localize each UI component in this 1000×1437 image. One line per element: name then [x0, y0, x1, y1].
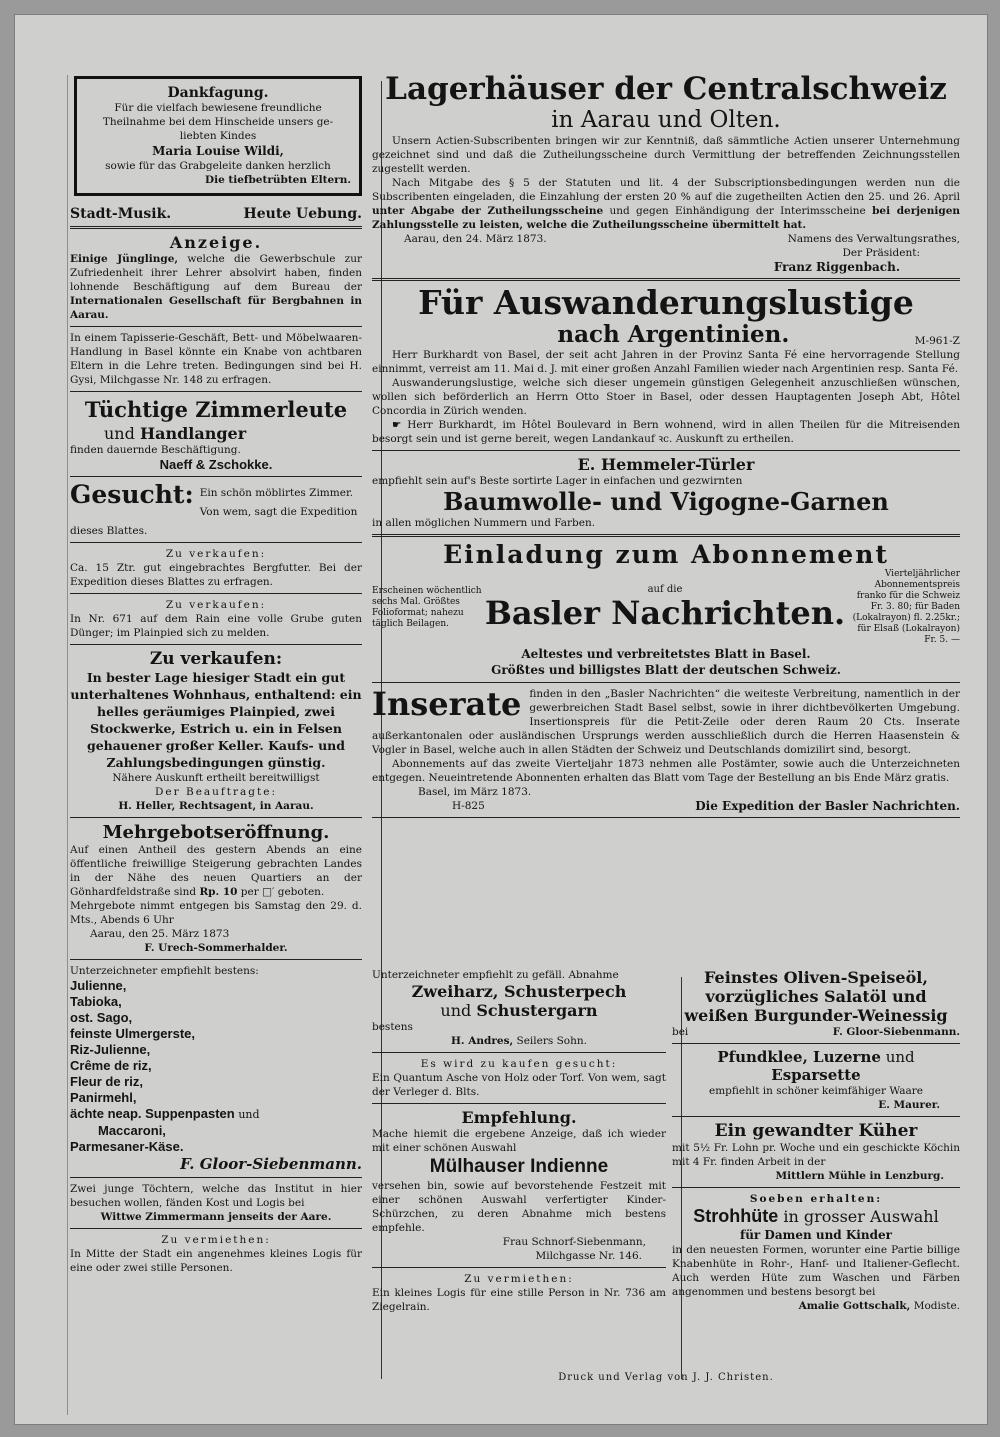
zweiharz-intro: Unterzeichneter empfiehlt zu gefäll. Abnahme	[372, 969, 619, 981]
asche-head: Es wird zu kaufen gesucht:	[420, 1058, 618, 1070]
verk3-name: H. Heller, Rechtsagent, in Aarau.	[118, 800, 314, 812]
stroh-big-row	[672, 1206, 960, 1227]
rule	[70, 226, 362, 229]
page-margin-line	[67, 75, 68, 1415]
hemm-name: E. Hemmeler-Türler	[577, 455, 755, 474]
rule	[672, 1043, 960, 1044]
inserate-head: Inserate	[372, 685, 522, 723]
ausw-p2: Auswanderungslustige, welche sich dieser ungemein günstigen Gelegenheit anzuschließen wünschen, wollen sich beförderlich an Herrn Otto Stoer in Basel, oder dessen Hauptagenten Joseph Abt, Hôtel Concordia in Zürich wenden.	[372, 377, 960, 417]
empf-text2: versehen bin, sowie auf bevorstehende Festzeit mit einer schönen Auswahl verfertigter Kinder-Schürzchen, zu deren Abnahme mich bestens empfehle.	[372, 1180, 666, 1234]
verk2-text: In Nr. 671 auf dem Rain eine volle Grube guten Dünger; im Plainpied sich zu melden.	[70, 613, 362, 639]
zweiharz-t2	[372, 1001, 666, 1020]
verk3-head: Zu verkaufen:	[149, 649, 283, 669]
right-column	[372, 60, 960, 818]
oliven-sign	[672, 1025, 960, 1039]
klee-name: E. Maurer.	[878, 1099, 940, 1111]
gesucht-text: Ein schön möblirtes Zimmer. Von wem, sagt die Expedition dieses Blattes.	[70, 487, 358, 537]
dank-text2: sowie für das Grabgeleite danken herzlich	[105, 160, 331, 172]
dankfagung-box	[74, 76, 362, 196]
dank-text: Für die vielfach bewiesene freundliche Theilnahme bei dem Hinscheide unsers ge-liebten Kindes	[102, 102, 334, 142]
verk2-head: Zu verkaufen:	[165, 599, 267, 611]
inserate-text: finden in den „Basler Nachrichten“ die weiteste Verbreitung, namentlich in der gewerbreichen Stadt Basel selbst, sowie in ihrer dichtbevölkerten Umgebung. Insertionspreis für die Petit-Zeile oder deren Raum 20 Cts. Inserate außerkantonalen oder ausländischen Ursprungs werden ausschließlich durch die Herren Haasenstein & Vogler in Basel, welche auch in allen Städten der Schweiz und Deutschlands domizilirt sind, besorgt.	[372, 688, 960, 756]
zweiharz-garn: Schustergarn	[476, 1001, 598, 1020]
stadt-musik	[70, 206, 362, 222]
stroh-name: Amalie Gottschalk,	[798, 1300, 911, 1312]
anzeige-text: welche die Gewerbschule zur Zufriedenheit ihrer Lehrer absolvirt haben, finden lohnende Beschäftigung auf dem Bureau der	[70, 253, 362, 293]
inserate-exp: Die Expedition der Basler Nachrichten.	[695, 799, 960, 813]
mehrgebot-body	[70, 843, 362, 899]
verk1-text: Ca. 15 Ztr. gut eingebrachtes Bergfutter. Bei der Expedition dieses Blattes zu erfragen.	[70, 562, 362, 588]
rule	[70, 1177, 362, 1178]
suppe-intro: Unterzeichneter empfiehlt bestens:	[70, 965, 259, 977]
rule	[70, 644, 362, 645]
stroh-sub: für Damen und Kinder	[740, 1228, 892, 1242]
mehrgebot-text: Auf einen Antheil des gestern Abends an eine öffentliche freiwillige Steigerung gebrachten Landes in der Nähe des neuen Quartiers an der Gönhardfeldstraße sind	[70, 844, 362, 898]
ausw-p1: Herr Burkhardt von Basel, der seit acht Jahren in der Provinz Santa Fé eine hervorragende Stellung einnimmt, verreist am 11. Mai d. J. mit einer großen Anzahl Familien wieder nach Argentinien resp. Santa Fé.	[372, 349, 960, 375]
inserate-abo: Abonnements auf das zweite Vierteljahr 1873 nehmen alle Postämter, sowie auch die Unterzeichneten entgegen. Neueintretende Abonnenten erhalten das Blatt vom Tage der Bestellung an bis Ende März gratis.	[372, 758, 960, 784]
suppe-item: Panirmehl,	[70, 1090, 137, 1105]
zweiharz-und: und	[440, 1001, 472, 1020]
verk3-text: In bester Lage hiesiger Stadt ein gut unterhaltenes Wohnhaus, enthaltend: ein helles geräumiges Plainpied, zwei Stockwerke, Estrich u. ein in Felsen gehauener großer Keller. Kaufs- und Zahlungsbedingungen günstig.	[70, 670, 362, 770]
kueher-title: Ein gewandter Küher	[714, 1121, 918, 1141]
kueher-text: mit 5½ Fr. Lohn pr. Woche und ein geschickte Köchin mit 4 Fr. finden Arbeit in der	[672, 1142, 960, 1168]
abo-row	[372, 569, 960, 646]
oliven-name: F. Gloor-Siebenmann.	[832, 1026, 960, 1038]
left-column	[70, 60, 362, 1275]
abo-right: Vierteljährlicher Abonnementspreis franko für die Schweiz Fr. 3. 80; für Baden (Lokalrayon) fl. 2.25kr.; für Elsaß (Lokalrayon) Fr. 5. —	[852, 569, 960, 645]
empf-name: Frau Schnorf-Siebenmann,	[502, 1236, 646, 1248]
zimmerleute-firm: Naeff & Zschokke.	[159, 457, 273, 472]
ausw-sub: nach Argentinien.	[557, 321, 790, 348]
mehrgebot-title: Mehrgebotseröffnung.	[102, 822, 330, 843]
lager-p2-text: Nach Mitgabe des § 5 der Statuten und lit. 4 der Subscriptionsbedingungen werden nun die Subscribenten eingeladen, die Einzahlung der ersten 20 % auf die zugetheilten Actien den 25. und 26. April	[372, 177, 960, 203]
lager-date: Aarau, den 24. März 1873.	[404, 233, 547, 245]
suppe-item: Julienne,	[70, 978, 127, 993]
stadt-musik-b: Heute Uebung.	[243, 206, 362, 222]
rule	[70, 542, 362, 543]
dank-name: Maria Louise Wildi,	[152, 144, 284, 158]
inserate-code: H-825	[452, 800, 485, 812]
lager-name: Franz Riggenbach.	[773, 260, 900, 274]
logis-head: Zu vermiethen:	[464, 1273, 574, 1285]
abo-auf: auf die	[647, 584, 683, 595]
inserate-sign-row	[372, 799, 960, 813]
gesucht-ad	[70, 481, 362, 538]
suppe-item: ost. Sago,	[70, 1010, 133, 1025]
footer-imprint: Druck und Verlag von J. J. Christen.	[558, 1372, 774, 1383]
mehrgebot-text2: Mehrgebote nimmt entgegen bis Samstag den 29. d. Mts., Abends 6 Uhr	[70, 900, 362, 926]
rule	[372, 682, 960, 683]
anzeige-body	[70, 252, 362, 322]
dank-title: Dankfagung.	[167, 85, 269, 101]
oliven-t1: Feinstes Oliven-Speiseöl,	[704, 968, 928, 987]
lager-p1: Unsern Actien-Subscribenten bringen wir zur Kenntniß, daß sämmtliche Actien unserer Unternehmung gezeichnet sind und daß die Zutheilungsscheine durch Vermittlung der betreffenden Zeichnungsstellen zugestellt werden.	[372, 135, 960, 175]
suppe-und: und	[238, 1108, 260, 1121]
suppe-item: Maccaroni,	[98, 1123, 166, 1138]
stroh-big2: in grosser Auswahl	[783, 1207, 939, 1226]
logis-text: Ein kleines Logis für eine stille Person in Nr. 736 am Ziegelrain.	[372, 1287, 666, 1313]
ausw-code: M-961-Z	[914, 335, 960, 347]
tapisserie-ad: In einem Tapisserie-Geschäft, Bett- und Möbelwaaren-Handlung in Basel könnte ein Knabe von achtbaren Eltern in die Lehre treten. Bedingungen sind bei H. Gysi, Milchgasse Nr. 148 zu erfragen.	[70, 332, 362, 386]
suppe-item: Riz-Julienne,	[70, 1042, 151, 1057]
suppe-item: Parmesaner-Käse.	[70, 1139, 184, 1154]
verk1-head: Zu verkaufen:	[165, 548, 267, 560]
abo-left: Erscheinen wöchentlich sechs Mal. Größtes Folioformat; nahezu täglich Beilagen.	[372, 585, 482, 629]
zimmerleute-text: finden dauernde Beschäftigung.	[70, 444, 241, 456]
inserate-date: Basel, im März 1873.	[418, 786, 532, 798]
empf-title: Empfehlung.	[461, 1108, 577, 1127]
hemm-big: Baumwolle- und Vigogne-Garnen	[443, 487, 889, 516]
zweiharz-name: H. Andres,	[451, 1035, 514, 1047]
empf-text: Mache hiemit die ergebene Anzeige, daß ich wieder mit einer schönen Auswahl	[372, 1128, 666, 1154]
stroh-head: Soeben erhalten:	[749, 1193, 883, 1205]
zweiharz-sign	[372, 1034, 666, 1048]
oliven-t3: weißen Burgunder-Weinessig	[684, 1006, 948, 1025]
suppe-item: Fleur de riz,	[70, 1074, 143, 1089]
zweiharz-bestens: bestens	[372, 1021, 413, 1033]
vermieth-text: In Mitte der Stadt ein angenehmes kleines Logis für eine oder zwei stille Personen.	[70, 1248, 362, 1274]
abo-l2: Größtes und billigstes Blatt der deutschen Schweiz.	[491, 663, 841, 677]
empf-addr: Milchgasse Nr. 146.	[535, 1250, 642, 1262]
rule	[372, 450, 960, 451]
dank-signed: Die tiefbetrübten Eltern.	[204, 174, 351, 186]
toechtern-name: Wittwe Zimmermann jenseits der Aare.	[100, 1211, 332, 1223]
lower-left-subcolumn	[372, 968, 666, 1314]
oliven-bei: bei	[672, 1026, 689, 1038]
vermieth-head: Zu vermiethen:	[161, 1234, 271, 1246]
anzeige-title: Anzeige.	[169, 233, 263, 252]
mehrgebot-amount: Rp. 10	[199, 886, 238, 898]
rule	[672, 1187, 960, 1188]
rule	[70, 1228, 362, 1229]
abo-mid	[482, 584, 848, 631]
rule	[70, 391, 362, 392]
rule	[372, 534, 960, 537]
stroh-role: Modiste.	[913, 1300, 960, 1312]
ausw-sub-row	[372, 321, 960, 348]
rule	[70, 817, 362, 818]
rule	[672, 1116, 960, 1117]
kueher-place: Mittlern Mühle in Lenzburg.	[775, 1170, 944, 1182]
zimmerleute-und: und	[104, 424, 135, 443]
lager-p2-bold2: bei derjenigen Zahlungsstelle zu leisten, welche die Zutheilungsscheine übermittelt hat.	[372, 205, 961, 231]
suppe-item: Crême de riz,	[70, 1058, 152, 1073]
hemm-text: empfiehlt sein auf's Beste sortirte Lager in einfachen und gezwirnten	[372, 475, 743, 487]
rule	[70, 476, 362, 477]
zweiharz-t1: Zweiharz, Schusterpech	[411, 982, 627, 1001]
klee-t1: Pfundklee, Luzerne	[717, 1048, 881, 1066]
suppe-item: Tabioka,	[70, 994, 122, 1009]
rule	[372, 1267, 666, 1268]
klee-text: empfiehlt in schöner keimfähiger Waare	[708, 1085, 923, 1097]
lower-right-subcolumn	[672, 968, 960, 1313]
zweiharz-sohn: Seilers Sohn.	[516, 1035, 587, 1047]
ausw-p3: ☛ Herr Burkhardt, im Hôtel Boulevard in Bern wohnend, wird in allen Theilen für die Mitreisenden besorgt sein und ist gerne bereit, wegen Landankauf ꝛc. Auskunft zu ertheilen.	[372, 419, 960, 445]
lager-sub: in Aarau und Olten.	[551, 107, 781, 133]
suppe-name: F. Gloor-Siebenmann.	[180, 1155, 362, 1173]
rule	[372, 817, 960, 818]
rule	[70, 959, 362, 960]
inserate-block	[372, 687, 960, 757]
suppe-list	[70, 978, 362, 1155]
suppe-item-a	[70, 1106, 362, 1123]
rule	[372, 1103, 666, 1104]
mehrgebot-geboten: geboten.	[277, 886, 325, 898]
lager-p2-bold: unter Abgabe der Zutheilungsscheine	[372, 205, 604, 217]
stroh-sign	[672, 1299, 960, 1313]
zimmerleute-handlanger: Handlanger	[139, 424, 247, 443]
lager-namens: Namens des Verwaltungsrathes,	[787, 233, 960, 245]
stroh-big1: Strohhüte	[693, 1206, 779, 1226]
lager-p2-text2: und gegen Einhändigung der Interimsscheine	[609, 205, 866, 217]
oliven-t2: vorzügliches Salatöl und	[705, 987, 927, 1006]
lager-p2	[372, 176, 960, 232]
verk3-more: Nähere Auskunft ertheilt bereitwilligst	[112, 772, 320, 784]
ausw-title: Für Auswanderungslustige	[418, 283, 914, 322]
rule	[372, 1052, 666, 1053]
lager-title: Lagerhäuser der Centralschweiz	[385, 71, 947, 107]
abo-paper: Basler Nachrichten.	[484, 594, 846, 632]
lager-praes: Der Präsident:	[842, 247, 920, 259]
abo-l1: Aeltestes und verbreitetstes Blatt in Basel.	[521, 647, 811, 661]
mehrgebot-per: per □′	[240, 886, 275, 898]
abo-title: Einladung zum Abonnement	[443, 540, 889, 569]
klee-und: und	[885, 1048, 915, 1066]
klee-t1-row	[672, 1048, 960, 1066]
rule	[70, 593, 362, 594]
anzeige-bold: Internationalen Gesellschaft für Bergbahnen in Aarau.	[70, 295, 362, 321]
mehrgebot-date: Aarau, den 25. März 1873	[90, 928, 230, 940]
toechtern-text: Zwei junge Töchtern, welche das Institut in hier besuchen wollen, fänden Kost und Logis bei	[70, 1183, 362, 1209]
suppe-item: feinste Ulmergerste,	[70, 1026, 195, 1041]
empf-big: Mülhauser Indienne	[429, 1156, 609, 1177]
rule	[372, 278, 960, 281]
lager-sign-row	[372, 232, 960, 246]
gesucht-head: Gesucht:	[70, 480, 194, 509]
klee-t2: Esparsette	[771, 1066, 861, 1084]
rule	[70, 326, 362, 327]
asche-text: Ein Quantum Asche von Holz oder Torf. Von wem, sagt der Verleger d. Blts.	[372, 1072, 666, 1098]
verk3-beauftragte: Der Beauftragte:	[154, 786, 278, 798]
anzeige-lead: Einige Jünglinge,	[70, 253, 179, 265]
stadt-musik-a: Stadt-Musik.	[70, 206, 172, 222]
suppe-item-a-text: ächte neap. Suppenpasten	[70, 1106, 235, 1121]
hemm-text2: in allen möglichen Nummern und Farben.	[372, 517, 596, 529]
stroh-text: in den neuesten Formen, worunter eine Partie billige Knabenhüte in Rohr-, Hanf- und Italiener-Geflecht. Auch werden Hüte zum Waschen und Färben angenommen und bestens besorgt bei	[672, 1244, 960, 1298]
zimmerleute-line2	[70, 424, 362, 443]
zimmerleute-title: Tüchtige Zimmerleute	[84, 397, 348, 422]
mehrgebot-name: F. Urech-Sommerhalder.	[144, 942, 288, 954]
